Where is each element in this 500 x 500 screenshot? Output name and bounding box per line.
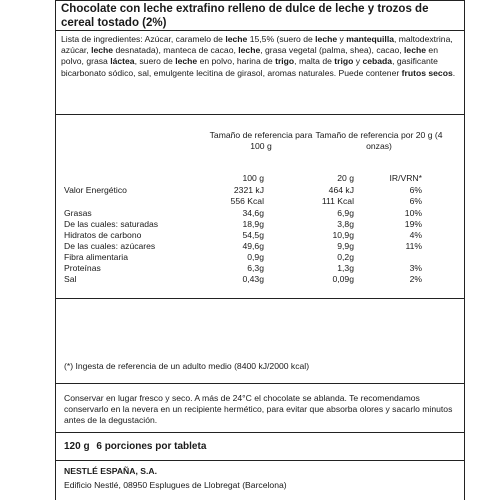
header-per-100g: Tamaño de referencia para 100 g: [209, 130, 313, 151]
ingredient-text: 15,5% (suero de: [247, 34, 316, 44]
ingredient-text: Lista de ingredientes: Azúcar, caramelo de: [61, 34, 226, 44]
row-value-20g: 10,9g: [332, 230, 354, 240]
ingredient-text: , gasificante bicarbonato sódico, sal, emulgente lecitina de girasol, aromas naturales. Puede contener: [61, 56, 438, 78]
row-label: Proteínas: [64, 263, 101, 273]
storage-instructions: Conservar en lugar fresco y seco. A más de 24°C el chocolate se ablanda. Te recomendamos conservarlo en la nevera en un recipiente hermético, para evitar que absorba olores y sacarlo minutos antes de la degustación.: [64, 393, 453, 426]
ingredient-text: en polvo, grasa: [61, 45, 438, 67]
footnote-divider: [56, 383, 464, 384]
ingredient-text: .: [452, 67, 456, 78]
ingredient-text: , grasa vegetal (palma, shea), cacao,: [260, 45, 405, 56]
row-value-100g: 34,6g: [242, 208, 264, 218]
allergen: leche: [315, 34, 338, 44]
weight-line: [64, 441, 459, 452]
row-value-20g: 0,09g: [332, 274, 354, 284]
row-value-20g: 111 Kcal: [321, 196, 354, 206]
allergen: trigo: [334, 56, 354, 67]
ingredients-divider: [56, 114, 464, 115]
allergen: trigo: [275, 56, 295, 67]
allergen: frutos secos: [401, 67, 453, 78]
row-value-100g: 2321 kJ: [233, 185, 264, 195]
ingredient-text: y: [337, 34, 347, 44]
row-value-irvrn: 3%: [409, 263, 422, 273]
row-value-20g: 3,8g: [337, 219, 354, 229]
row-value-20g: 1,3g: [337, 263, 354, 273]
reference-footnote: (*) Ingesta de referencia de un adulto medio (8400 kJ/2000 kcal): [64, 361, 310, 371]
subheader-100g: 100 g: [242, 173, 264, 183]
portions: 6 porciones por tableta: [96, 441, 207, 452]
ingredient-text: desnatada), manteca de cacao,: [113, 45, 239, 56]
allergen: leche: [238, 45, 261, 56]
row-value-100g: 6,3g: [247, 263, 264, 273]
row-label: De las cuales: azúcares: [64, 241, 156, 251]
ingredient-text: , malta de: [294, 56, 335, 67]
row-label: Sal: [64, 274, 77, 284]
row-value-20g: 464 kJ: [328, 185, 354, 195]
ingredient-text: y: [353, 56, 363, 67]
row-value-irvrn: 10%: [404, 208, 422, 218]
weight-divider: [56, 460, 464, 461]
row-label: Fibra alimentaria: [64, 252, 128, 262]
allergen: leche: [175, 56, 198, 67]
allergen: leche: [225, 34, 248, 44]
allergen: leche: [91, 45, 114, 56]
header-per-portion: Tamaño de referencia por 20 g (4 onzas): [315, 130, 443, 151]
subheader-irvrn: IR/VRN*: [389, 173, 422, 183]
ingredients-list: [61, 34, 459, 79]
row-value-irvrn: 6%: [409, 196, 422, 206]
row-label: De las cuales: saturadas: [64, 219, 159, 229]
storage-divider: [56, 432, 464, 433]
product-title: Chocolate con leche extrafino relleno de dulce de leche y trozos de cereal tostado (2%): [61, 3, 429, 29]
row-value-100g: 0,43g: [242, 274, 264, 284]
row-value-100g: 556 Kcal: [230, 196, 264, 206]
ingredient-text: , maltodextrina, azúcar,: [61, 34, 453, 56]
row-label: Valor Energético: [64, 185, 127, 195]
allergen: cebada: [362, 56, 393, 67]
row-value-20g: 0,2g: [337, 252, 354, 262]
ingredient-text: , suero de: [134, 56, 176, 67]
row-value-irvrn: 6%: [409, 185, 422, 195]
row-value-irvrn: 11%: [405, 241, 422, 251]
subheader-20g: 20 g: [337, 173, 354, 183]
allergen: leche: [404, 45, 427, 56]
row-label: Hidratos de carbono: [64, 230, 142, 240]
row-value-100g: 18,9g: [242, 219, 264, 229]
row-value-100g: 49,6g: [242, 241, 264, 251]
allergen: mantequilla: [346, 34, 394, 44]
table-divider: [56, 298, 464, 299]
allergen: láctea: [110, 56, 135, 67]
row-value-100g: 0,9g: [247, 252, 264, 262]
company-name: NESTLÉ ESPAÑA, S.A.: [64, 466, 157, 476]
row-value-irvrn: 19%: [404, 219, 422, 229]
title-divider: [56, 30, 464, 31]
company-address: Edificio Nestlé, 08950 Esplugues de Llobregat (Barcelona): [64, 480, 287, 490]
top-rule: [56, 0, 464, 1]
ingredient-text: en polvo, harina de: [197, 56, 276, 67]
nutrition-label: [55, 0, 465, 500]
row-value-irvrn: 4%: [409, 230, 422, 240]
row-value-100g: 54,5g: [242, 230, 264, 240]
row-value-20g: 9,9g: [337, 241, 354, 251]
net-weight: 120 g: [64, 441, 90, 452]
row-value-irvrn: 2%: [409, 274, 422, 284]
row-label: Grasas: [64, 208, 92, 218]
row-value-20g: 6,9g: [337, 208, 354, 218]
